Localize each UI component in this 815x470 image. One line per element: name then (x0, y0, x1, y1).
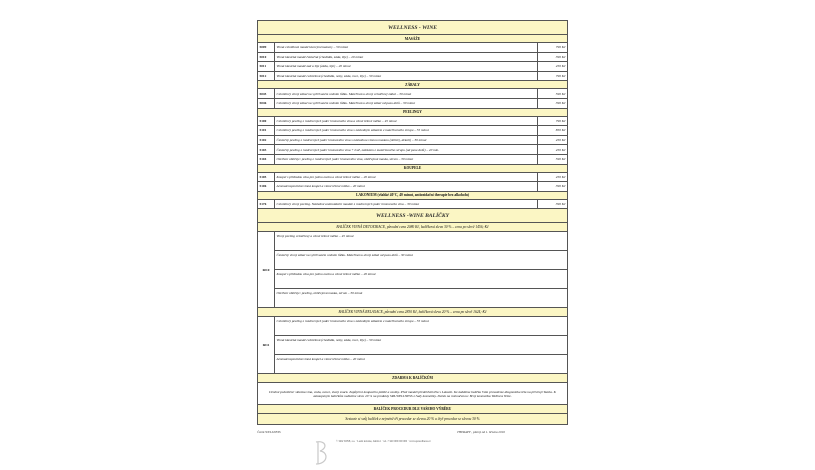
treatment-code: 5012 (258, 71, 275, 81)
table-row (258, 62, 568, 72)
treatment-code: 5106 (258, 182, 275, 192)
table-row (258, 135, 568, 145)
table-row (258, 154, 568, 164)
section-masaze: MASÁŽE (258, 35, 568, 43)
section-zabaly: ZÁBALY (258, 81, 568, 89)
section-koupele: KOUPELE (258, 164, 568, 172)
treatment-description: Vinná celotělová masáž lávovými kameny – 50 minut (275, 43, 538, 53)
treatment-price: 790 Kč (538, 116, 568, 126)
package1-item: Částečný vinný zábal na vyhřívaném vodním lůžku. Mateřinovo-vinný zábal od pasu dolů – 30 minut (275, 251, 568, 270)
packages-title: WELLNESS -WINE BALÍČKY (258, 209, 568, 223)
price-list-page (257, 20, 568, 468)
table-row (258, 172, 568, 182)
treatment-description: Vinná klasická masáž celotělová (chodidla, nohy, záda, ruce, šíje) – 50 minut (275, 71, 538, 81)
package1-code: 6010 (258, 232, 275, 308)
treatment-description: Ošetření obličeje: peeling z rozdrcených jader hroznového vína, obličejová maska, sérum – 30 minut (275, 154, 538, 164)
zdarma-text: Drobné pohoštění: sklenka vína, voda, ovoce, slaný snack. Zapůjčení koupacího pláště a osušky. Před masáží předehřátí těla v Lakonii. Ke každému balíčku Vám provedeme diagnostiku těla na přístroji Tanita. K zakoupeným balíčkům nabízíme slevu 20 % na produkty SPA WELLNESS z řady kosmetiky. Dárek na rozloučenou: Brný kosmetika Wellness Wine. (258, 383, 568, 405)
table-row (258, 145, 568, 155)
treatment-price: 790 Kč (538, 71, 568, 81)
footer-left: Čeník WELLNESS (257, 430, 281, 434)
treatment-code: 5011 (258, 62, 275, 72)
package2-code: 6011 (258, 317, 275, 374)
treatment-description: Celotělový vinný peeling. Následné antioxidační masáže z rozdrcených jader hroznového vína – 30 minut (275, 199, 538, 209)
table-row (258, 52, 568, 62)
spa-logo-icon (310, 438, 332, 468)
procedure-title: BALÍČEK PROCEDUR DLE VAŠEHO VÝBĚRU (258, 405, 568, 414)
treatment-code: 5009 (258, 43, 275, 53)
treatment-description: Koupel s příďadou vína pro jednu osobu a vinné tělové mléko – 20 minut (275, 172, 538, 182)
treatment-price: 450 Kč (538, 172, 568, 182)
treatment-price: 590 Kč (538, 154, 568, 164)
treatment-code: 5105 (258, 172, 275, 182)
footer-address: © SPA WINE, a.s. · Lesní kolonie, Jemná 1 · tel.: +420 000 000 000 · www.spawellness.cz (336, 440, 431, 443)
treatment-code: 5100 (258, 116, 275, 126)
procedure-text: Sestavte si svůj balíček z nejméně tří procedur se slevou 20 % a čtyř procedur se slevou 30 % (258, 414, 568, 425)
treatment-description: Celotělový vinný zábal na vyhřívaném vodním lůžku. Mateřinovo-vinný celotělový zábal – 30 minut (275, 89, 538, 99)
table-row (258, 126, 568, 136)
treatment-description: Celotělový peeling z rozdrcených jader hroznového vína a vinné tělové mléko – 45 minut (275, 116, 538, 126)
table-row (258, 98, 568, 108)
treatment-code: 5010 (258, 52, 275, 62)
treatment-price: 390 Kč (538, 199, 568, 209)
treatment-price: 450 Kč (538, 145, 568, 155)
treatment-description: Celotělový peeling z rozdrcených jader hroznového vína s následným zábalem z mateřinového sirupu – 55 minut (275, 126, 538, 136)
treatment-code: 5176 (258, 199, 275, 209)
package2-header: BALÍČEK VINNÁ RELAXACE, původní cena 2830 Kč, balíčková sleva 20 % – cena po slevě 1624,-Kč (258, 308, 568, 317)
package2-item: Vinná klasická masáž celotělová (chodidla, nohy, záda, ruce, šíje) – 50 minut (275, 336, 568, 355)
table-row (258, 199, 568, 209)
treatment-description: Částečný peeling z rozdrcených jader hroznového vína s následnou vinnou maskou (obličej, dekolt) – 30 minut (275, 135, 538, 145)
section-peelingy: PEELINGY (258, 108, 568, 116)
section-lakonium: LAKONIUM (vlahké 40°C, 40 minut, antioxidační therapie bez alkoholu) (258, 191, 568, 199)
treatment-description: Vinná klasická masáž částečná (chodidla, záda, šíje) – 20 minut (275, 52, 538, 62)
table-row (258, 116, 568, 126)
table-row (258, 71, 568, 81)
treatment-description: Aromaterapeutická vinná koupel a vinné tělové mléko – 20 minut (275, 182, 538, 192)
treatment-price: 850 Kč (538, 126, 568, 136)
treatment-price: 390 Kč (538, 52, 568, 62)
zdarma-title: ZDARMA K BALÍČKŮM (258, 374, 568, 383)
package1-item: Ošetření obličeje: peeling, obličejová maska, sérum – 30 minut (275, 289, 568, 308)
footer-right: THERAPY , platný od 1. března 2016 (457, 430, 505, 434)
treatment-code: 5103 (258, 145, 275, 155)
wellness-wine-table (257, 20, 568, 425)
treatment-code: 5046 (258, 98, 275, 108)
treatment-description: Částečný peeling z rozdrcených jader hroznového vína + tvář, záloktem z mateřinového sirupu (od pasu dolů) – 20 min. (275, 145, 538, 155)
table-title: WELLNESS - WINE (258, 21, 568, 35)
treatment-description: Vinná klasická masáž zad a šíje (záda, šíje) – 20 minut (275, 62, 538, 72)
treatment-code: 5045 (258, 89, 275, 99)
treatment-description: Celotělový vinný zábal na vyhřívaném vodním lůžku. Mateřinovo-vinný zábal od pasu dolů – 30 minut (275, 98, 538, 108)
package1-header: BALÍČEK VINNÁ DETOXIKACE, původní cena 2080 Kč, balíčková sleva 30 % – cena po slevě 1456,-Kč (258, 223, 568, 232)
treatment-price: 450 Kč (538, 135, 568, 145)
treatment-price: 450 Kč (538, 62, 568, 72)
table-row (258, 43, 568, 53)
treatment-price: 790 Kč (538, 43, 568, 53)
treatment-code: 5104 (258, 154, 275, 164)
treatment-price: 390 Kč (538, 98, 568, 108)
treatment-price: 390 Kč (538, 182, 568, 192)
treatment-code: 5101 (258, 126, 275, 136)
package1-item: Vinný peeling celotělový a vinné tělové mléko – 45 minut (275, 232, 568, 251)
package1-item: Koupel s příďadou vína pro jednu osobu a vinné tělové mléko – 20 minut (275, 270, 568, 289)
table-row (258, 89, 568, 99)
table-row (258, 182, 568, 192)
package2-item: Celotělový peeling z rozdrcených jader hroznového vína s následným zábalem z mateřinového sirupu – 55 minut (275, 317, 568, 336)
treatment-price: 590 Kč (538, 89, 568, 99)
treatment-code: 5102 (258, 135, 275, 145)
package2-item: Aromaterapeutická vinná koupel a vinné tělové mléko – 20 minut (275, 355, 568, 374)
